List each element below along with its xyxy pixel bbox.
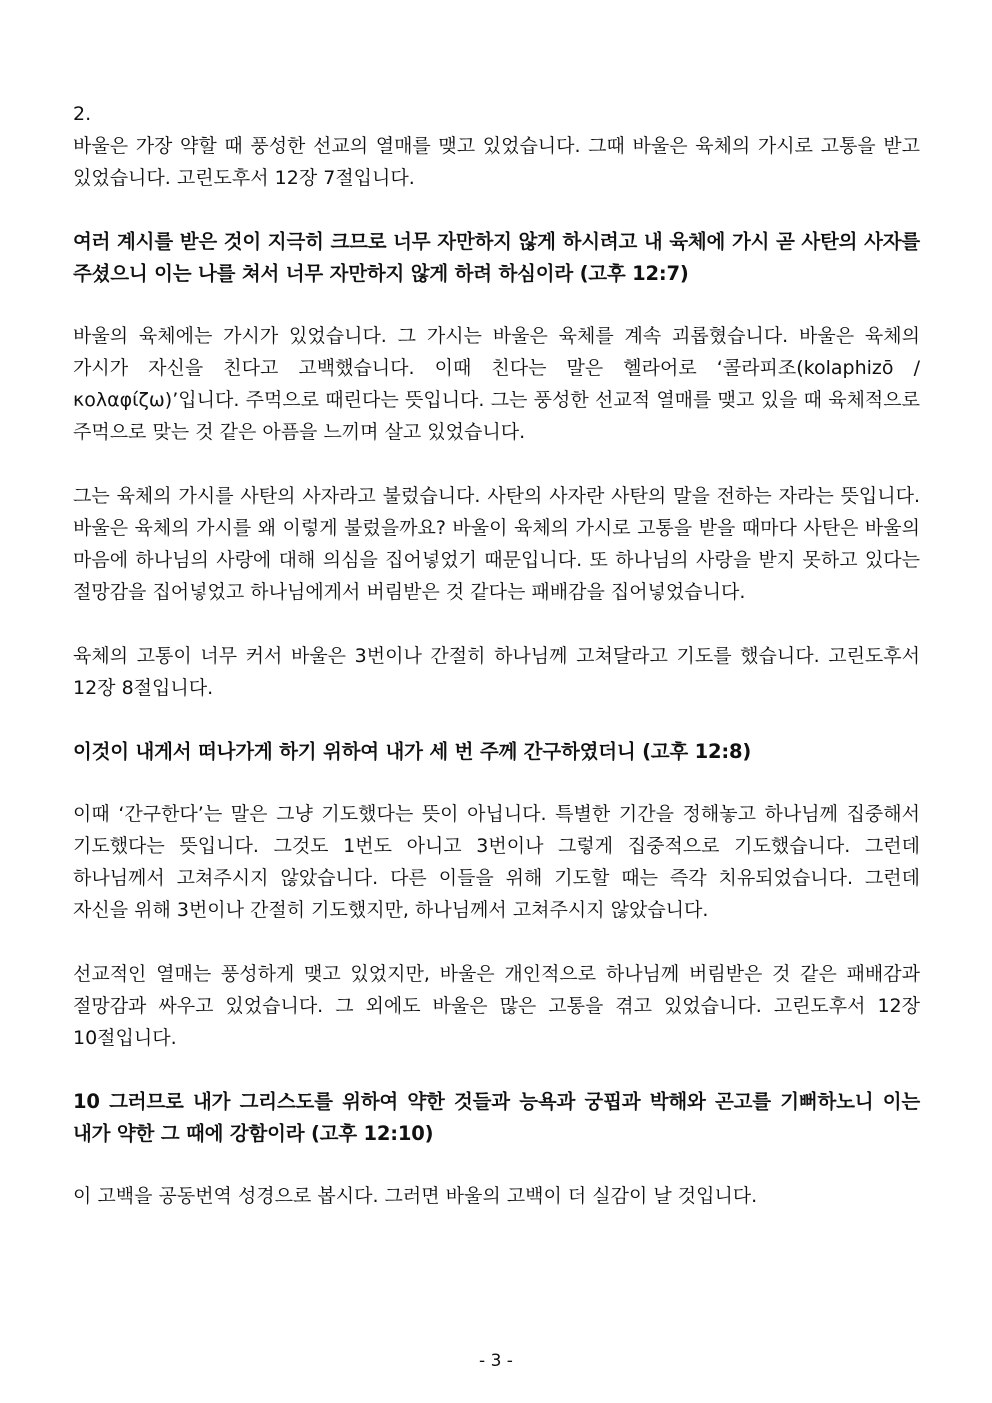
body-paragraph: 이 고백을 공동번역 성경으로 봅시다. 그러면 바울의 고백이 더 실감이 날 것입니다. (73, 1185, 758, 1207)
body-paragraph: 그는 육체의 가시를 사탄의 사자라고 불렀습니다. 사탄의 사자란 사탄의 말을 전하는 자라는 뜻입니다. 바울은 육체의 가시를 왜 이렇게 불렀을까요? 바울이 육체의 가시로 고통을 받을 때마다 사탄은 바울의 마음에 하나님의 사랑에 대해 의심을 집어넣었기 때문입니다. 또 하나님의 사랑을 받지 못하고 있다는 절망감을 집어넣었고 하나님에게서 버림받은 것 같다는 패배감을 집어넣었습니다. (73, 485, 920, 603)
body-paragraph: 바울의 육체에는 가시가 있었습니다. 그 가시는 바울은 육체를 계속 괴롭혔습니다. 바울은 육체의 가시가 자신을 친다고 고백했습니다. 이때 친다는 말은 헬라어로 ‘콜라피조(kolaphizō / κολαφίζω)’입니다. 주먹으로 때린다는 뜻입니다. 그는 풍성한 선교적 열매를 맺고 있을 때 육체적으로 주먹으로 맞는 것 같은 아픔을 느끼며 살고 있었습니다. (73, 325, 920, 443)
body-paragraph: 선교적인 열매는 풍성하게 맺고 있었지만, 바울은 개인적으로 하나님께 버림받은 것 같은 패배감과 절망감과 싸우고 있었습니다. 그 외에도 바울은 많은 고통을 겪고 있었습니다. 고린도후서 12장 10절입니다. (73, 963, 920, 1049)
body-paragraph: 바울은 가장 약할 때 풍성한 선교의 열매를 맺고 있었습니다. 그때 바울은 육체의 가시로 고통을 받고 있었습니다. 고린도후서 12장 7절입니다. (73, 135, 920, 189)
body-paragraph: 이때 ‘간구한다’는 말은 그냥 기도했다는 뜻이 아닙니다. 특별한 기간을 정해놓고 하나님께 집중해서 기도했다는 뜻입니다. 그것도 1번도 아니고 3번이나 그렇게 집중적으로 기도했습니다. 그런데 하나님께서 고쳐주시지 않았습니다. 다른 이들을 위해 기도할 때는 즉각 치유되었습니다. 그런데 자신을 위해 3번이나 간절히 기도했지만, 하나님께서 고쳐주시지 않았습니다. (73, 803, 920, 921)
page-number: - 3 - (479, 1351, 513, 1371)
scripture-verse: 여러 계시를 받은 것이 지극히 크므로 너무 자만하지 않게 하시려고 내 육체에 가시 곧 사탄의 사자를 주셨으니 이는 나를 쳐서 너무 자만하지 않게 하려 하심이라 (고후 12:7) (73, 230, 920, 285)
scripture-verse: 이것이 내게서 떠나가게 하기 위하여 내가 세 번 주께 간구하였더니 (고후 12:8) (73, 740, 752, 763)
document-page (73, 98, 920, 1244)
body-paragraph: 육체의 고통이 너무 커서 바울은 3번이나 간절히 하나님께 고쳐달라고 기도를 했습니다. 고린도후서 12장 8절입니다. (73, 645, 920, 699)
scripture-verse: 10 그러므로 내가 그리스도를 위하여 약한 것들과 능욕과 궁핍과 박해와 곤고를 기뻐하노니 이는 내가 약한 그 때에 강함이라 (고후 12:10) (73, 1090, 920, 1145)
section-number: 2. (73, 103, 92, 125)
